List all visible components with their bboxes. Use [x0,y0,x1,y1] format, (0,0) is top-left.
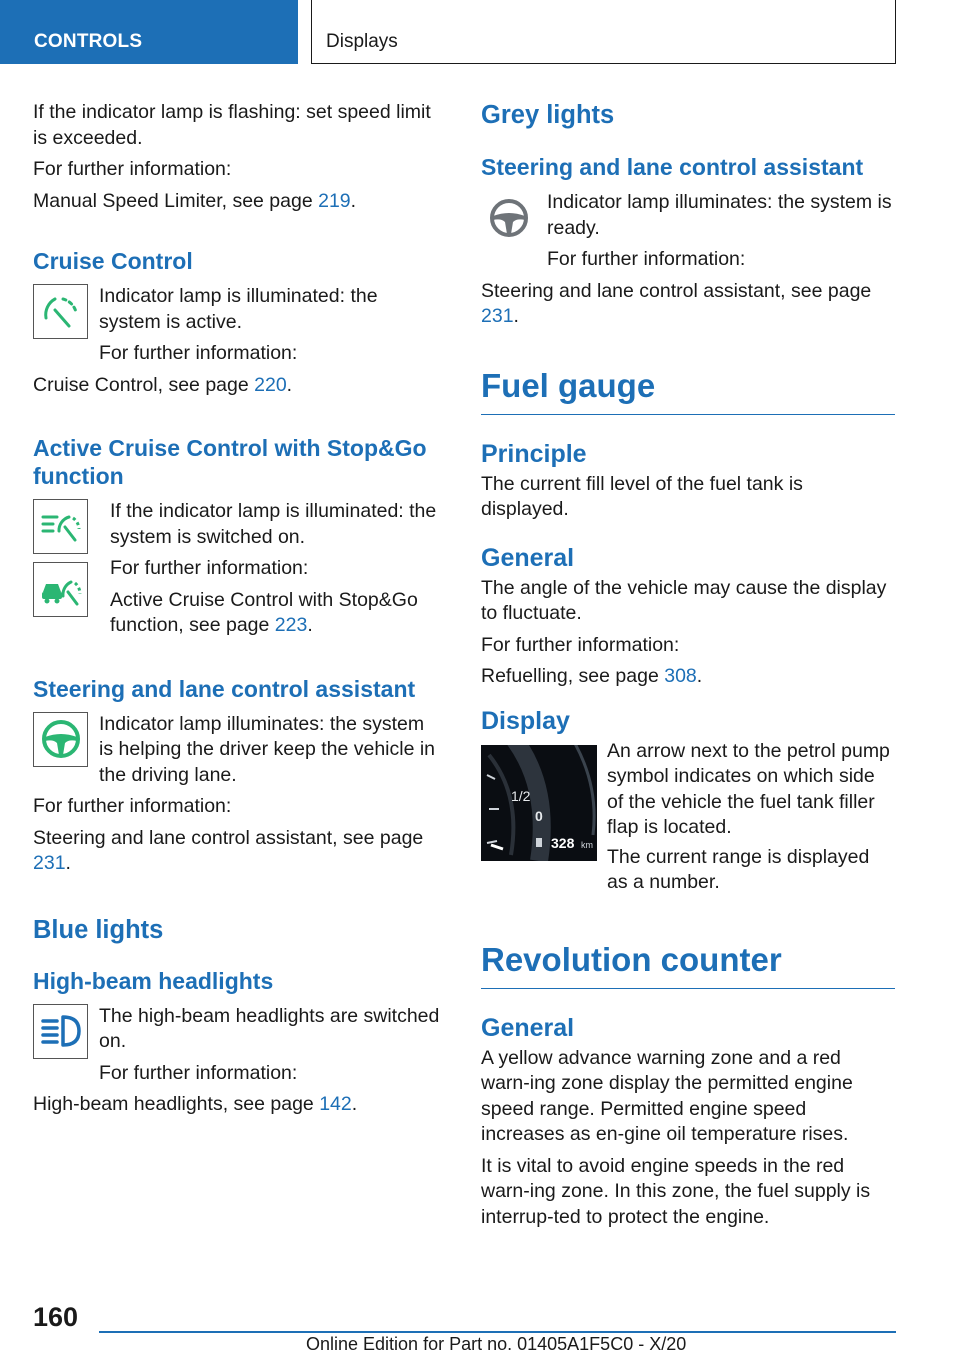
steering-wheel-grey-icon [481,190,536,245]
high-beam-desc: The high-beam headlights are switched on. [99,1004,440,1052]
blue-lights-heading: Blue lights [33,915,164,944]
page-link-308[interactable]: 308 [664,665,697,687]
rev-general-p1: A yellow advance warning zone and a red warn-ing zone display the permitted engine speed range. Permitted engine speed increases as en-gine oil temperature rises. [481,1046,853,1145]
high-beam-icon [33,1004,88,1059]
high-beam-heading: High-beam headlights [33,967,274,994]
steering-assistant-ref: Steering and lane control assistant, see page 231. [33,826,424,874]
fuel-display-text2: The current range is displayed as a number. [607,845,870,893]
steering-assistant-desc: Indicator lamp illuminates: the system is helping the driver keep the vehicle in the driving lane. [99,712,436,786]
intro-text: If the indicator lamp is flashing: set speed limit is exceeded. [33,101,431,149]
fuel-gauge-heading: Fuel gauge [481,366,895,415]
page-link-231[interactable]: 231 [33,852,66,874]
fuel-display-text: An arrow next to the petrol pump symbol indicates on which side of the vehicle the fuel tank filler flap is located. [607,739,890,838]
intro-ref: Manual Speed Limiter, see page 219. [33,189,357,212]
steering-assistant-entry [33,712,443,789]
intro-info: For further information: [33,158,232,180]
acc-info: For further information: [110,557,309,579]
cruise-control-desc: Indicator lamp is illuminated: the system is active. [99,285,378,333]
active-cruise-control-icon [33,499,88,554]
gauge-zero-label: 0 [535,807,543,824]
fuel-principle-text: The current fill level of the fuel tank is displayed. [481,472,803,520]
section-tab: CONTROLS [0,0,298,64]
page-link-220[interactable]: 220 [254,373,287,396]
cruise-control-heading: Cruise Control [33,248,193,274]
page-link-219[interactable]: 219 [318,189,351,212]
gauge-half-label: 1/2 [511,787,531,804]
fuel-pump-icon [536,838,542,847]
left-column [33,100,443,1118]
revolution-counter-heading: Revolution counter [481,940,895,989]
fuel-display-entry [481,739,895,861]
acc-heading: Active Cruise Control with Stop&Go function [33,435,427,489]
grey-steering-heading: Steering and lane control assistant [481,154,864,180]
rev-general-p2: It is vital to avoid engine speeds in the red warn-ing zone. In this zone, the fuel supply is interrup-ted to protect the engine. [481,1154,871,1228]
page-link-142[interactable]: 142 [319,1093,352,1115]
steering-assistant-heading: Steering and lane control assistant [33,675,416,702]
fuel-general-heading: General [481,543,575,572]
gauge-range-unit: km [581,839,593,850]
acc-ref: Active Cruise Control with Stop&Go function, see page 223. [110,588,418,636]
grey-steering-desc: Indicator lamp illuminates: the system is ready. [547,191,892,239]
chapter-title: Displays [311,0,896,64]
cruise-control-info: For further information: [99,342,298,364]
page-link-231-grey[interactable]: 231 [481,305,514,327]
grey-steering-ref: Steering and lane control assistant, see page 231. [481,279,872,327]
cruise-control-ref: Cruise Control, see page 220. [33,373,293,396]
fuel-general-text: The angle of the vehicle may cause the display to fluctuate. [481,576,887,624]
fuel-info: For further information: [481,633,680,656]
page-number: 160 [33,1302,79,1332]
active-cruise-control-vehicle-icon [33,562,88,617]
steering-wheel-green-icon [33,712,88,767]
gauge-range-value: 328 [551,834,575,851]
page-link-223[interactable]: 223 [274,614,308,636]
fuel-ref: Refuelling, see page 308. [481,665,703,687]
fuel-principle-heading: Principle [481,439,587,468]
right-column [481,100,895,1230]
acc-entry [33,499,443,639]
cruise-control-entry [33,284,443,367]
steering-assistant-info: For further information: [33,795,232,817]
fuel-display-heading: Display [481,706,570,735]
grey-steering-info: For further information: [547,248,746,270]
footer-divider [99,1331,896,1333]
rev-general-heading: General [481,1013,575,1042]
high-beam-info: For further information: [99,1061,298,1084]
fuel-gauge-image [481,745,597,861]
grey-lights-heading: Grey lights [481,101,615,129]
high-beam-ref: High-beam headlights, see page 142. [33,1093,358,1115]
grey-steering-entry [481,190,895,273]
footer-edition: Online Edition for Part no. 01405A1F5C0 - X/20 [306,1334,687,1354]
high-beam-entry [33,1004,443,1087]
acc-desc: If the indicator lamp is illuminated: the system is switched on. [110,500,437,548]
cruise-control-icon [33,284,88,339]
